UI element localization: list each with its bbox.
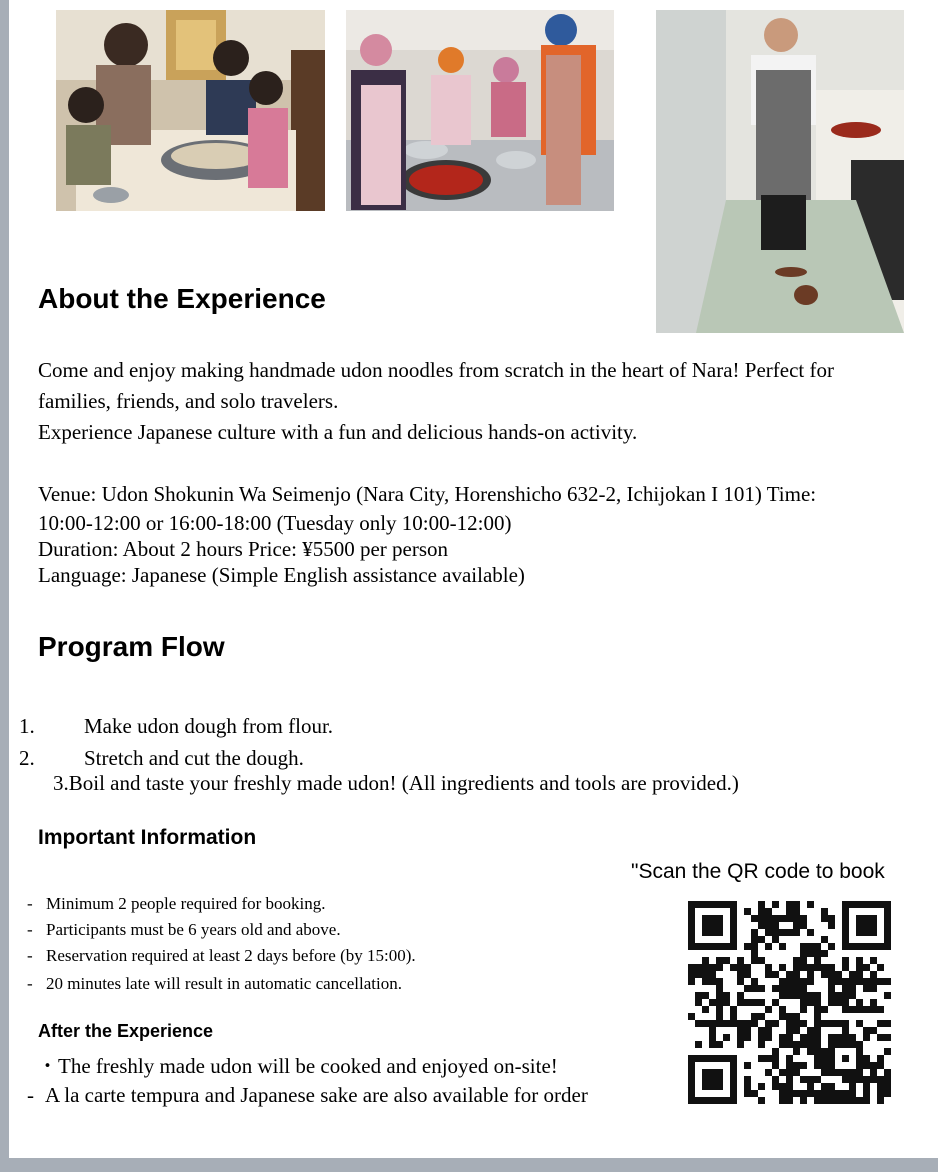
important-item-1: Minimum 2 people required for booking. <box>46 894 326 913</box>
important-item-2: Participants must be 6 years old and above. <box>46 920 341 939</box>
step-1-number: 1. <box>19 714 35 738</box>
important-dash-2: - <box>27 920 33 939</box>
step-3-text: 3.Boil and taste your freshly made udon! (All ingredients and tools are provided.) <box>53 771 739 795</box>
after-dash-2: - <box>27 1083 34 1107</box>
important-item-4: 20 minutes late will result in automatic cancellation. <box>46 974 402 993</box>
about-heading: About the Experience <box>38 283 326 314</box>
qr-caption: "Scan the QR code to book <box>631 860 885 883</box>
step-2-number: 2. <box>19 746 35 770</box>
about-line-1: Come and enjoy making handmade udon noodles from scratch in the heart of Nara! Perfect for <box>38 358 834 382</box>
after-item-2: A la carte tempura and Japanese sake are also available for order <box>45 1083 588 1107</box>
qr-code-icon[interactable] <box>688 901 891 1104</box>
after-item-1: ・The freshly made udon will be cooked and enjoyed on-site! <box>37 1054 558 1078</box>
time-line: 10:00-12:00 or 16:00-18:00 (Tuesday only 10:00-12:00) <box>38 511 512 535</box>
language-line: Language: Japanese (Simple English assistance available) <box>38 563 525 587</box>
page-bottom-edge <box>0 1158 938 1172</box>
after-heading: After the Experience <box>38 1021 214 1041</box>
venue-line: Venue: Udon Shokunin Wa Seimenjo (Nara City, Horenshicho 632-2, Ichijokan I 101) Time: <box>38 482 817 506</box>
duration-price-line: Duration: About 2 hours Price: ¥5500 per person <box>38 537 449 561</box>
about-line-2: families, friends, and solo travelers. <box>38 389 339 413</box>
program-heading: Program Flow <box>38 631 225 662</box>
step-1-text: Make udon dough from flour. <box>84 714 334 738</box>
man-stepping-on-dough-photo <box>656 10 904 333</box>
about-line-3: Experience Japanese culture with a fun and delicious hands-on activity. <box>38 420 638 444</box>
important-dash-1: - <box>27 894 33 913</box>
important-heading: Important Information <box>38 826 257 849</box>
important-item-3: Reservation required at least 2 days before (by 15:00). <box>46 946 416 965</box>
important-dash-3: - <box>27 946 33 965</box>
important-dash-4: - <box>27 974 33 993</box>
children-making-udon-photo <box>56 10 325 211</box>
group-cooking-class-photo <box>346 10 614 211</box>
step-2-text: Stretch and cut the dough. <box>84 746 304 770</box>
page-left-edge <box>0 0 9 1172</box>
